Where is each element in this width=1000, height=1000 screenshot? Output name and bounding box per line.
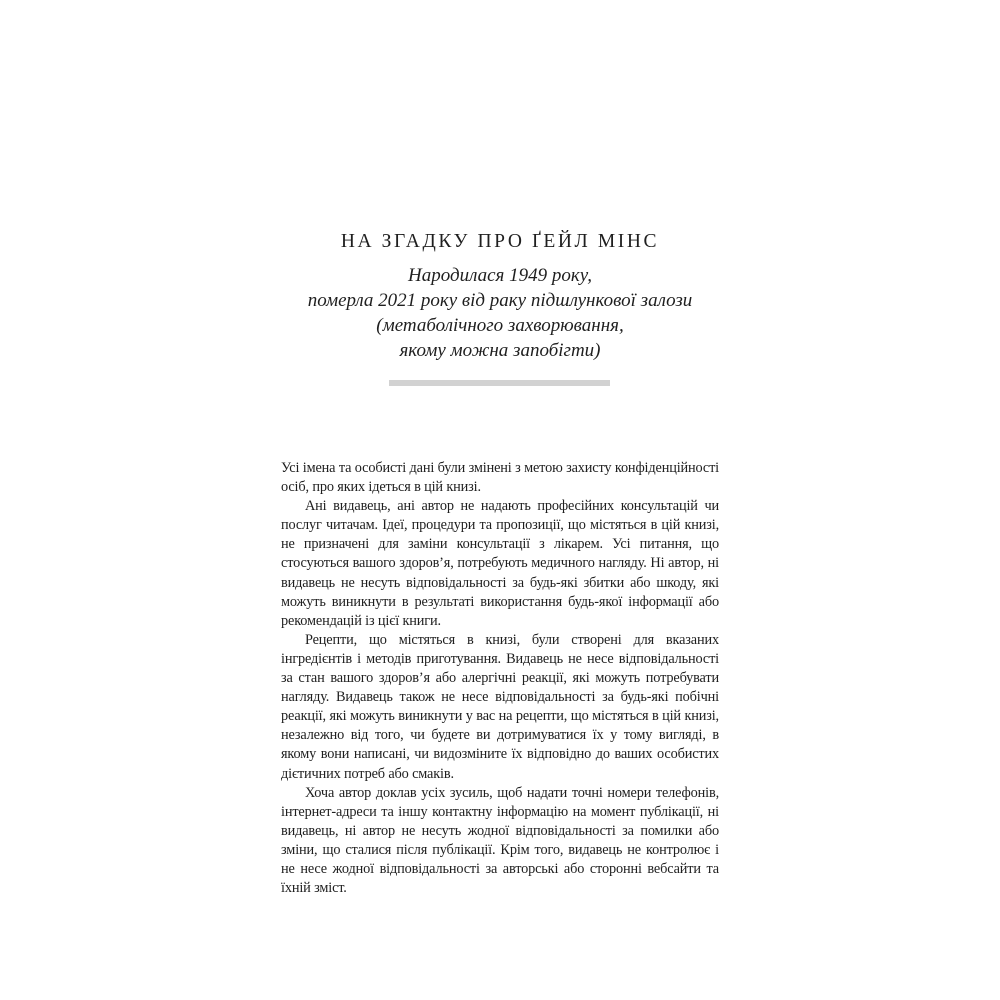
dedication-line-preventable: якому можна запобігти)	[399, 340, 601, 361]
recipes-disclaimer-paragraph: Рецепти, що містяться в книзі, були створені для вказаних інгредієнтів і методів приготування. Видавець не несе відповідальності за стан вашого здоров’я або алергічні реакції, які можуть потребувати нагляду. Видавець також не несе відповідальності за будь-які побічні реакції, які можуть виникнути у вас на рецепти, що містяться в цій книзі, незалежно від того, чи будете ви дотримуватися їх у тому вигляді, в якому вони написані, чи видозміните їх відповідно до ваших особистих дієтичних потреб або смаків.	[281, 631, 719, 782]
privacy-paragraph: Усі імена та особисті дані були змінені з метою захисту конфіденційності осіб, про яких ідеться в цій книзі.	[281, 460, 719, 496]
copyright-notice	[281, 459, 719, 898]
dedication-line-birth: Народилася 1949 року,	[408, 265, 592, 286]
dedication-line-condition: (метаболічного захворювання,	[376, 315, 624, 336]
dedication-line-death: померла 2021 року від раку підшлункової залози	[307, 290, 693, 311]
dedication-title: НА ЗГАДКУ ПРО ҐЕЙЛ МІНС	[340, 231, 660, 252]
section-divider	[389, 380, 610, 386]
dedication-block	[280, 229, 720, 363]
medical-disclaimer-paragraph: Ані видавець, ані автор не надають професійних консультацій чи послуг читачам. Ідеї, процедури та пропозиції, що містяться в цій книзі, не призначені для заміни консультації з лікарем. Усі питання, що стосуються вашого здоров’я, потребують медичного нагляду. Ні автор, ні видавець не несуть відповідальності за будь-які збитки або шкоду, які можуть виникнути в результаті використання будь-якої інформації або рекомендацій із цієї книги.	[281, 498, 719, 629]
contact-info-disclaimer-paragraph: Хоча автор доклав усіх зусиль, щоб надати точні номери телефонів, інтернет-адреси та іншу контактну інформацію на момент публікації, ні видавець, ні автор не несуть жодної відповідальності за помилки або зміни, що сталися після публікації. Крім того, видавець не контролює і не несе жодної відповідальності за авторські або сторонні вебсайти та їхній зміст.	[281, 784, 719, 897]
